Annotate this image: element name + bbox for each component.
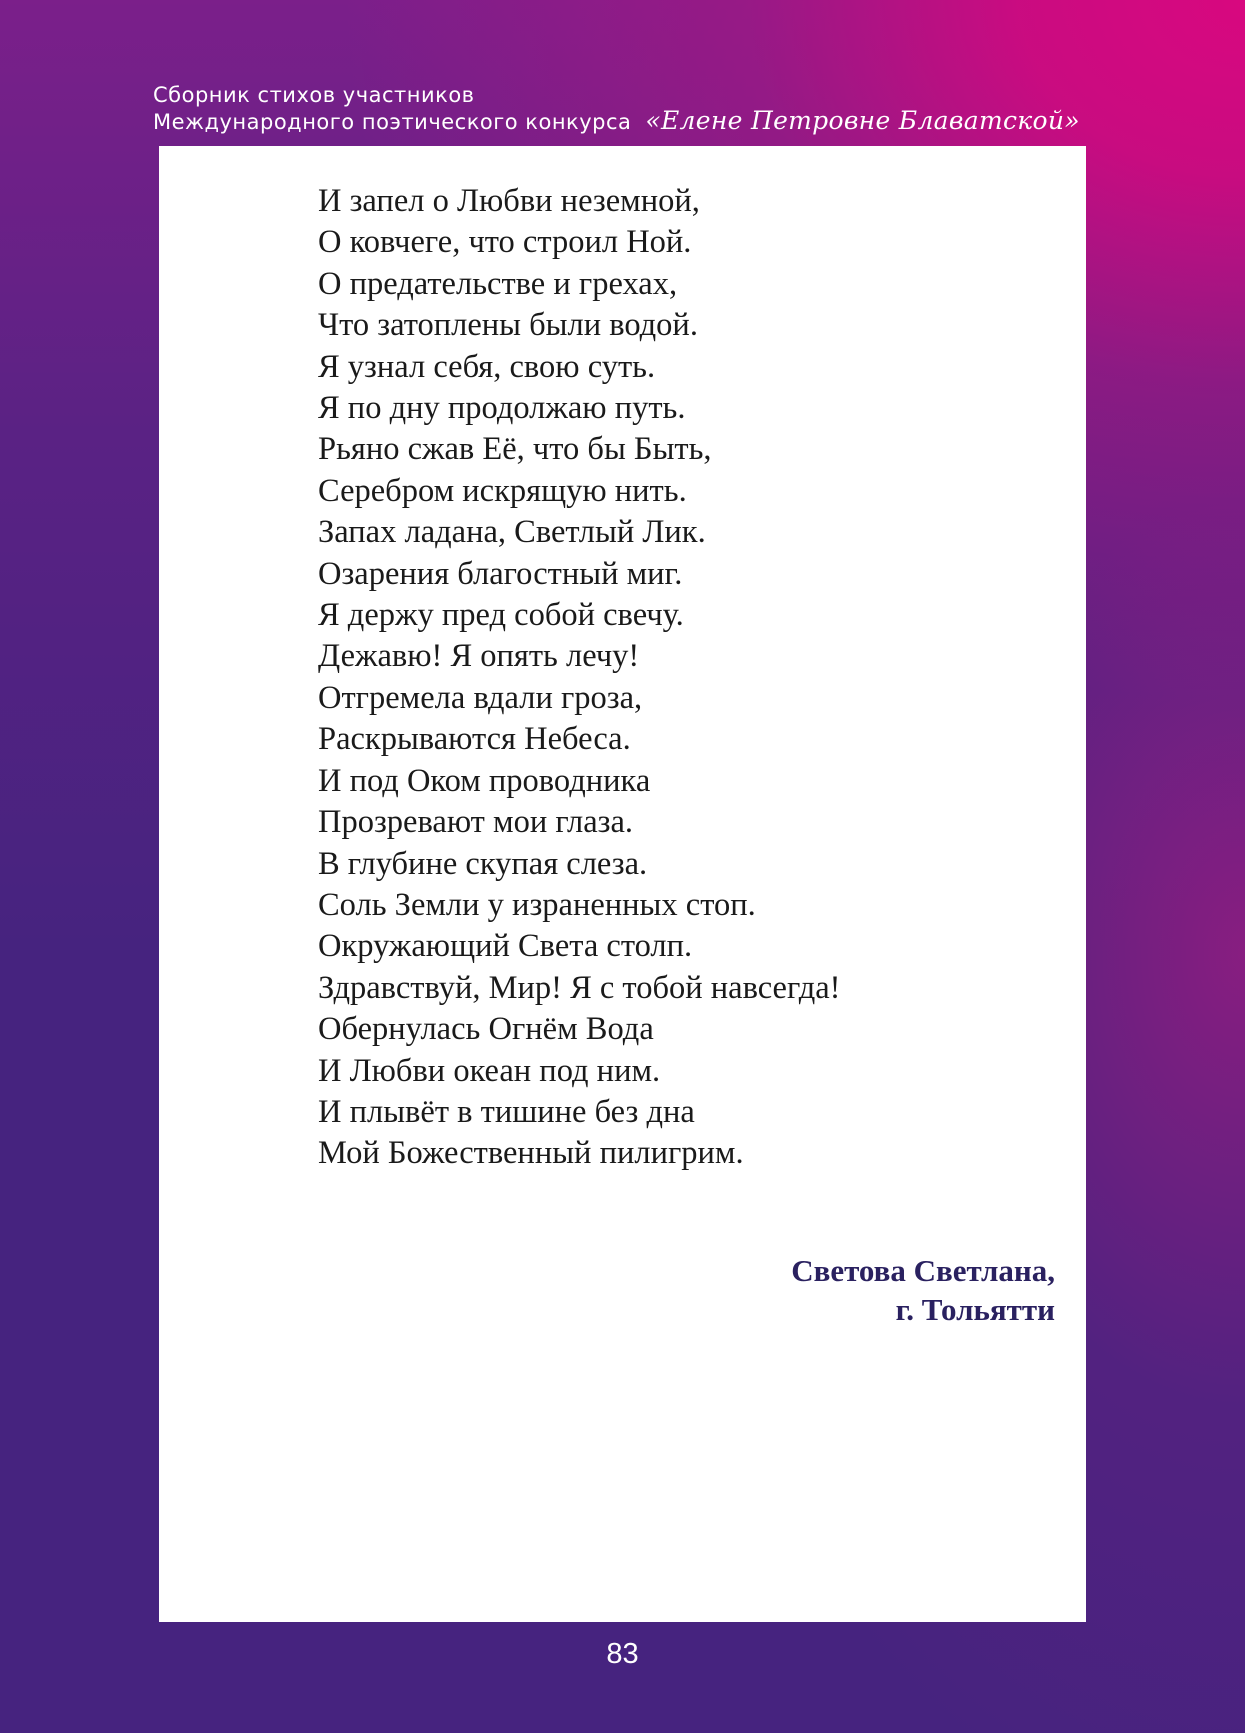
poem-line: Прозревают мои глаза.: [318, 804, 634, 841]
header-contest-label: Международного поэтического конкурса: [153, 110, 632, 134]
poem-line: И запел о Любви неземной,: [318, 183, 700, 219]
poem-line: Озарения благостный миг.: [318, 555, 683, 592]
poem-line: Дежавю! Я опять лечу!: [318, 638, 640, 675]
poem-line: Отгремела вдали гроза,: [318, 679, 643, 716]
poem-line: Я держу пред собой свечу.: [318, 597, 684, 634]
poem-line: Мой Божественный пилигрим.: [318, 1135, 744, 1172]
poem-line: Рьяно сжав Её, что бы Быть,: [318, 431, 712, 468]
author-signature: [791, 1251, 1055, 1329]
poem-line: О ковчеге, что строил Ной.: [318, 224, 692, 261]
poem-line: Я узнал себя, свою суть.: [318, 348, 656, 385]
poem-line: Обернулась Огнём Вода: [318, 1011, 654, 1048]
poem-line: О предательстве и грехах,: [318, 265, 678, 302]
poem-line: Окружающий Света столп.: [318, 928, 693, 965]
page-header: [153, 82, 1080, 135]
poem-line: Соль Земли у израненных стоп.: [318, 886, 756, 923]
author-city: г. Тольятти: [895, 1292, 1055, 1327]
author-name: Светова Светлана,: [791, 1253, 1055, 1288]
poem-line: И под Оком проводника: [318, 762, 651, 799]
poem-line: В глубине скупая слеза.: [318, 845, 648, 882]
poem-line: Серебром искрящую нить.: [318, 472, 687, 509]
poem-line: Я по дну продолжаю путь.: [318, 390, 686, 427]
header-collection-title: Сборник стихов участников: [153, 83, 475, 107]
header-contest-line: [153, 108, 1080, 135]
poem-line: И Любви океан под ним.: [318, 1052, 661, 1089]
poem-line: Здравствуй, Мир! Я с тобой навсегда!: [318, 969, 841, 1006]
poem-line: Запах ладана, Светлый Лик.: [318, 514, 706, 551]
poem: [318, 181, 840, 1175]
poem-line: Что затоплены были водой.: [318, 307, 698, 344]
page-content: [159, 146, 1086, 1622]
page-number: 83: [606, 1638, 639, 1670]
poem-line: И плывёт в тишине без дна: [318, 1093, 695, 1130]
poem-line: Раскрываются Небеса.: [318, 721, 631, 758]
header-contest-name: «Елене Петровне Блаватской»: [645, 106, 1080, 135]
